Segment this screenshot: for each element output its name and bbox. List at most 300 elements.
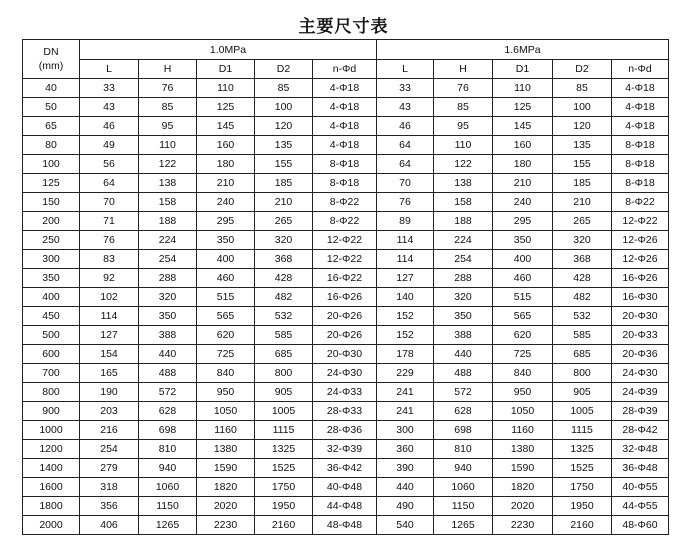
table-cell: 2160 xyxy=(255,516,313,535)
table-cell: 905 xyxy=(255,383,313,402)
table-row xyxy=(23,364,669,383)
table-cell: 40-Φ48 xyxy=(313,478,377,497)
dn-cell: 1800 xyxy=(23,497,80,516)
table-cell: 43 xyxy=(377,98,434,117)
table-cell: 488 xyxy=(434,364,493,383)
table-cell: 254 xyxy=(434,250,493,269)
table-cell: 122 xyxy=(434,155,493,174)
table-cell: 33 xyxy=(80,79,139,98)
dn-cell: 40 xyxy=(23,79,80,98)
table-cell: 905 xyxy=(553,383,612,402)
table-cell: 110 xyxy=(493,79,553,98)
table-cell: 685 xyxy=(553,345,612,364)
table-cell: 24-Φ39 xyxy=(612,383,669,402)
table-cell: 240 xyxy=(493,193,553,212)
dn-label: DN xyxy=(43,46,59,58)
table-row xyxy=(23,193,669,212)
table-cell: 12-Φ26 xyxy=(612,250,669,269)
table-cell: 1525 xyxy=(553,459,612,478)
table-cell: 95 xyxy=(139,117,197,136)
table-cell: 188 xyxy=(139,212,197,231)
table-cell: 102 xyxy=(80,288,139,307)
table-cell: 155 xyxy=(255,155,313,174)
table-cell: 135 xyxy=(255,136,313,155)
table-cell: 585 xyxy=(553,326,612,345)
table-cell: 4-Φ18 xyxy=(313,136,377,155)
dn-cell: 350 xyxy=(23,269,80,288)
table-cell: 110 xyxy=(434,136,493,155)
dn-cell: 400 xyxy=(23,288,80,307)
table-cell: 350 xyxy=(139,307,197,326)
column-header: D2 xyxy=(553,60,612,79)
table-cell: 565 xyxy=(493,307,553,326)
table-cell: 92 xyxy=(80,269,139,288)
dn-cell: 450 xyxy=(23,307,80,326)
table-cell: 188 xyxy=(434,212,493,231)
dn-unit: (mm) xyxy=(38,60,64,72)
table-cell: 16-Φ26 xyxy=(313,288,377,307)
table-cell: 950 xyxy=(197,383,255,402)
table-cell: 28-Φ42 xyxy=(612,421,669,440)
table-row xyxy=(23,402,669,421)
table-cell: 85 xyxy=(139,98,197,117)
table-cell: 1265 xyxy=(434,516,493,535)
table-cell: 8-Φ18 xyxy=(313,174,377,193)
table-row xyxy=(23,231,669,250)
table-cell: 216 xyxy=(80,421,139,440)
table-cell: 1060 xyxy=(434,478,493,497)
table-cell: 83 xyxy=(80,250,139,269)
table-cell: 203 xyxy=(80,402,139,421)
column-header: H xyxy=(434,60,493,79)
table-cell: 36-Φ48 xyxy=(612,459,669,478)
table-cell: 64 xyxy=(377,155,434,174)
table-cell: 482 xyxy=(553,288,612,307)
table-cell: 515 xyxy=(493,288,553,307)
table-cell: 1060 xyxy=(139,478,197,497)
table-cell: 400 xyxy=(493,250,553,269)
table-cell: 1160 xyxy=(197,421,255,440)
table-cell: 210 xyxy=(197,174,255,193)
table-row xyxy=(23,497,669,516)
table-row xyxy=(23,79,669,98)
table-cell: 85 xyxy=(553,79,612,98)
table-cell: 152 xyxy=(377,326,434,345)
table-cell: 165 xyxy=(80,364,139,383)
table-cell: 33 xyxy=(377,79,434,98)
table-cell: 56 xyxy=(80,155,139,174)
table-cell: 100 xyxy=(255,98,313,117)
table-cell: 840 xyxy=(197,364,255,383)
dn-cell: 65 xyxy=(23,117,80,136)
table-cell: 20-Φ36 xyxy=(612,345,669,364)
column-header: D2 xyxy=(255,60,313,79)
table-cell: 85 xyxy=(255,79,313,98)
table-cell: 178 xyxy=(377,345,434,364)
table-cell: 1750 xyxy=(553,478,612,497)
table-cell: 320 xyxy=(434,288,493,307)
dn-cell: 50 xyxy=(23,98,80,117)
table-cell: 295 xyxy=(197,212,255,231)
table-cell: 185 xyxy=(553,174,612,193)
table-cell: 135 xyxy=(553,136,612,155)
table-cell: 4-Φ18 xyxy=(313,79,377,98)
table-cell: 2160 xyxy=(553,516,612,535)
table-cell: 515 xyxy=(197,288,255,307)
table-cell: 279 xyxy=(80,459,139,478)
table-cell: 110 xyxy=(197,79,255,98)
dn-cell: 125 xyxy=(23,174,80,193)
table-cell: 114 xyxy=(377,231,434,250)
table-cell: 36-Φ42 xyxy=(313,459,377,478)
table-cell: 628 xyxy=(139,402,197,421)
dn-cell: 1200 xyxy=(23,440,80,459)
table-cell: 295 xyxy=(493,212,553,231)
table-cell: 460 xyxy=(493,269,553,288)
table-cell: 1525 xyxy=(255,459,313,478)
table-cell: 76 xyxy=(377,193,434,212)
table-cell: 71 xyxy=(80,212,139,231)
table-cell: 1150 xyxy=(434,497,493,516)
table-cell: 540 xyxy=(377,516,434,535)
table-cell: 28-Φ36 xyxy=(313,421,377,440)
table-cell: 8-Φ22 xyxy=(313,212,377,231)
table-cell: 100 xyxy=(553,98,612,117)
subheader-row xyxy=(23,60,669,79)
table-cell: 368 xyxy=(255,250,313,269)
table-cell: 8-Φ18 xyxy=(612,136,669,155)
table-cell: 12-Φ26 xyxy=(612,231,669,250)
table-cell: 145 xyxy=(493,117,553,136)
table-cell: 44-Φ48 xyxy=(313,497,377,516)
table-cell: 20-Φ26 xyxy=(313,326,377,345)
table-row xyxy=(23,516,669,535)
table-cell: 43 xyxy=(80,98,139,117)
table-cell: 300 xyxy=(377,421,434,440)
table-row xyxy=(23,250,669,269)
table-cell: 440 xyxy=(139,345,197,364)
table-cell: 46 xyxy=(80,117,139,136)
table-cell: 940 xyxy=(434,459,493,478)
table-cell: 16-Φ30 xyxy=(612,288,669,307)
table-title: 主要尺寸表 xyxy=(298,17,389,37)
table-cell: 585 xyxy=(255,326,313,345)
table-cell: 406 xyxy=(80,516,139,535)
table-cell: 460 xyxy=(197,269,255,288)
table-cell: 725 xyxy=(493,345,553,364)
table-cell: 44-Φ55 xyxy=(612,497,669,516)
table-cell: 140 xyxy=(377,288,434,307)
table-cell: 16-Φ22 xyxy=(313,269,377,288)
table-cell: 482 xyxy=(255,288,313,307)
table-cell: 288 xyxy=(434,269,493,288)
table-cell: 350 xyxy=(197,231,255,250)
dn-cell: 800 xyxy=(23,383,80,402)
table-cell: 350 xyxy=(434,307,493,326)
column-header: D1 xyxy=(197,60,255,79)
table-cell: 210 xyxy=(553,193,612,212)
table-cell: 8-Φ18 xyxy=(313,155,377,174)
dn-cell: 250 xyxy=(23,231,80,250)
table-row xyxy=(23,421,669,440)
table-cell: 138 xyxy=(434,174,493,193)
table-cell: 2230 xyxy=(197,516,255,535)
table-cell: 800 xyxy=(553,364,612,383)
table-cell: 356 xyxy=(80,497,139,516)
table-cell: 125 xyxy=(197,98,255,117)
dn-cell: 700 xyxy=(23,364,80,383)
table-cell: 320 xyxy=(139,288,197,307)
dn-cell: 200 xyxy=(23,212,80,231)
table-cell: 24-Φ33 xyxy=(313,383,377,402)
dn-cell: 150 xyxy=(23,193,80,212)
table-row xyxy=(23,174,669,193)
table-cell: 2020 xyxy=(493,497,553,516)
table-cell: 224 xyxy=(139,231,197,250)
table-cell: 950 xyxy=(493,383,553,402)
table-cell: 1005 xyxy=(255,402,313,421)
table-cell: 440 xyxy=(377,478,434,497)
table-cell: 160 xyxy=(197,136,255,155)
table-cell: 24-Φ30 xyxy=(313,364,377,383)
table-cell: 8-Φ22 xyxy=(313,193,377,212)
table-cell: 810 xyxy=(434,440,493,459)
table-row xyxy=(23,155,669,174)
table-cell: 532 xyxy=(553,307,612,326)
table-cell: 1050 xyxy=(493,402,553,421)
table-cell: 1590 xyxy=(197,459,255,478)
table-cell: 70 xyxy=(377,174,434,193)
table-cell: 254 xyxy=(80,440,139,459)
table-cell: 114 xyxy=(377,250,434,269)
table-cell: 48-Φ48 xyxy=(313,516,377,535)
table-cell: 840 xyxy=(493,364,553,383)
table-cell: 40-Φ55 xyxy=(612,478,669,497)
table-cell: 64 xyxy=(80,174,139,193)
table-cell: 46 xyxy=(377,117,434,136)
table-row xyxy=(23,307,669,326)
dn-cell: 100 xyxy=(23,155,80,174)
dn-cell: 600 xyxy=(23,345,80,364)
dn-cell: 2000 xyxy=(23,516,80,535)
table-cell: 360 xyxy=(377,440,434,459)
table-cell: 229 xyxy=(377,364,434,383)
table-cell: 685 xyxy=(255,345,313,364)
table-cell: 940 xyxy=(139,459,197,478)
table-cell: 254 xyxy=(139,250,197,269)
table-cell: 1380 xyxy=(197,440,255,459)
table-cell: 24-Φ30 xyxy=(612,364,669,383)
table-cell: 320 xyxy=(553,231,612,250)
table-cell: 110 xyxy=(139,136,197,155)
table-cell: 800 xyxy=(255,364,313,383)
table-cell: 185 xyxy=(255,174,313,193)
table-cell: 12-Φ22 xyxy=(612,212,669,231)
table-cell: 1950 xyxy=(255,497,313,516)
table-cell: 1115 xyxy=(255,421,313,440)
table-cell: 1265 xyxy=(139,516,197,535)
table-row xyxy=(23,98,669,117)
table-cell: 620 xyxy=(197,326,255,345)
table-cell: 725 xyxy=(197,345,255,364)
table-cell: 16-Φ26 xyxy=(612,269,669,288)
column-header: L xyxy=(80,60,139,79)
table-cell: 241 xyxy=(377,402,434,421)
column-header: H xyxy=(139,60,197,79)
table-cell: 48-Φ60 xyxy=(612,516,669,535)
table-cell: 240 xyxy=(197,193,255,212)
table-cell: 400 xyxy=(197,250,255,269)
table-cell: 1005 xyxy=(553,402,612,421)
table-cell: 158 xyxy=(139,193,197,212)
dn-cell: 1000 xyxy=(23,421,80,440)
table-cell: 138 xyxy=(139,174,197,193)
dn-cell: 500 xyxy=(23,326,80,345)
table-cell: 1325 xyxy=(255,440,313,459)
table-cell: 350 xyxy=(493,231,553,250)
table-cell: 4-Φ18 xyxy=(313,98,377,117)
table-cell: 155 xyxy=(553,155,612,174)
table-cell: 388 xyxy=(434,326,493,345)
table-cell: 1325 xyxy=(553,440,612,459)
table-cell: 8-Φ18 xyxy=(612,174,669,193)
table-cell: 4-Φ18 xyxy=(612,79,669,98)
table-row xyxy=(23,383,669,402)
table-cell: 698 xyxy=(434,421,493,440)
table-cell: 120 xyxy=(553,117,612,136)
table-cell: 1590 xyxy=(493,459,553,478)
dn-cell: 900 xyxy=(23,402,80,421)
table-row xyxy=(23,136,669,155)
table-cell: 145 xyxy=(197,117,255,136)
dn-cell: 300 xyxy=(23,250,80,269)
table-cell: 532 xyxy=(255,307,313,326)
table-cell: 180 xyxy=(197,155,255,174)
table-cell: 265 xyxy=(553,212,612,231)
table-cell: 12-Φ22 xyxy=(313,250,377,269)
table-cell: 428 xyxy=(553,269,612,288)
table-row xyxy=(23,288,669,307)
table-cell: 70 xyxy=(80,193,139,212)
table-cell: 154 xyxy=(80,345,139,364)
table-cell: 127 xyxy=(377,269,434,288)
group-header-1-0mpa: 1.0MPa xyxy=(80,40,377,60)
table-cell: 1150 xyxy=(139,497,197,516)
table-cell: 810 xyxy=(139,440,197,459)
table-cell: 89 xyxy=(377,212,434,231)
dn-header xyxy=(23,40,80,79)
table-row xyxy=(23,326,669,345)
table-body xyxy=(23,79,669,535)
table-cell: 241 xyxy=(377,383,434,402)
table-cell: 1750 xyxy=(255,478,313,497)
table-cell: 1950 xyxy=(553,497,612,516)
table-cell: 32-Φ39 xyxy=(313,440,377,459)
column-header: L xyxy=(377,60,434,79)
table-cell: 1115 xyxy=(553,421,612,440)
table-cell: 1050 xyxy=(197,402,255,421)
table-cell: 620 xyxy=(493,326,553,345)
table-cell: 565 xyxy=(197,307,255,326)
table-cell: 8-Φ22 xyxy=(612,193,669,212)
table-cell: 440 xyxy=(434,345,493,364)
table-cell: 572 xyxy=(434,383,493,402)
table-cell: 49 xyxy=(80,136,139,155)
table-row xyxy=(23,269,669,288)
table-cell: 64 xyxy=(377,136,434,155)
table-cell: 28-Φ33 xyxy=(313,402,377,421)
table-cell: 190 xyxy=(80,383,139,402)
table-cell: 2230 xyxy=(493,516,553,535)
table-cell: 4-Φ18 xyxy=(612,117,669,136)
table-row xyxy=(23,478,669,497)
table-cell: 8-Φ18 xyxy=(612,155,669,174)
table-cell: 390 xyxy=(377,459,434,478)
table-cell: 20-Φ30 xyxy=(612,307,669,326)
table-cell: 490 xyxy=(377,497,434,516)
table-cell: 28-Φ39 xyxy=(612,402,669,421)
table-cell: 320 xyxy=(255,231,313,250)
table-cell: 1160 xyxy=(493,421,553,440)
dn-cell: 1400 xyxy=(23,459,80,478)
table-cell: 122 xyxy=(139,155,197,174)
table-cell: 76 xyxy=(80,231,139,250)
table-cell: 32-Φ48 xyxy=(612,440,669,459)
table-cell: 428 xyxy=(255,269,313,288)
table-cell: 127 xyxy=(80,326,139,345)
table-row xyxy=(23,440,669,459)
table-cell: 1380 xyxy=(493,440,553,459)
table-cell: 85 xyxy=(434,98,493,117)
table-cell: 1820 xyxy=(493,478,553,497)
table-cell: 20-Φ26 xyxy=(313,307,377,326)
table-cell: 572 xyxy=(139,383,197,402)
column-header: n-Φd xyxy=(612,60,669,79)
column-header: n-Φd xyxy=(313,60,377,79)
table-cell: 698 xyxy=(139,421,197,440)
table-cell: 628 xyxy=(434,402,493,421)
table-row xyxy=(23,212,669,231)
table-cell: 114 xyxy=(80,307,139,326)
table-cell: 288 xyxy=(139,269,197,288)
dn-cell: 80 xyxy=(23,136,80,155)
dn-cell: 1600 xyxy=(23,478,80,497)
table-cell: 4-Φ18 xyxy=(612,98,669,117)
table-cell: 368 xyxy=(553,250,612,269)
table-cell: 488 xyxy=(139,364,197,383)
table-cell: 265 xyxy=(255,212,313,231)
table-cell: 180 xyxy=(493,155,553,174)
table-cell: 12-Φ22 xyxy=(313,231,377,250)
table-cell: 318 xyxy=(80,478,139,497)
table-cell: 158 xyxy=(434,193,493,212)
column-header: D1 xyxy=(493,60,553,79)
table-row xyxy=(23,459,669,478)
table-cell: 20-Φ30 xyxy=(313,345,377,364)
table-cell: 120 xyxy=(255,117,313,136)
group-header-1-6mpa: 1.6MPa xyxy=(377,40,669,60)
table-cell: 210 xyxy=(255,193,313,212)
table-cell: 2020 xyxy=(197,497,255,516)
table-cell: 76 xyxy=(139,79,197,98)
table-cell: 125 xyxy=(493,98,553,117)
table-cell: 95 xyxy=(434,117,493,136)
table-cell: 4-Φ18 xyxy=(313,117,377,136)
dimension-table xyxy=(22,39,669,535)
table-cell: 152 xyxy=(377,307,434,326)
table-cell: 76 xyxy=(434,79,493,98)
table-cell: 210 xyxy=(493,174,553,193)
